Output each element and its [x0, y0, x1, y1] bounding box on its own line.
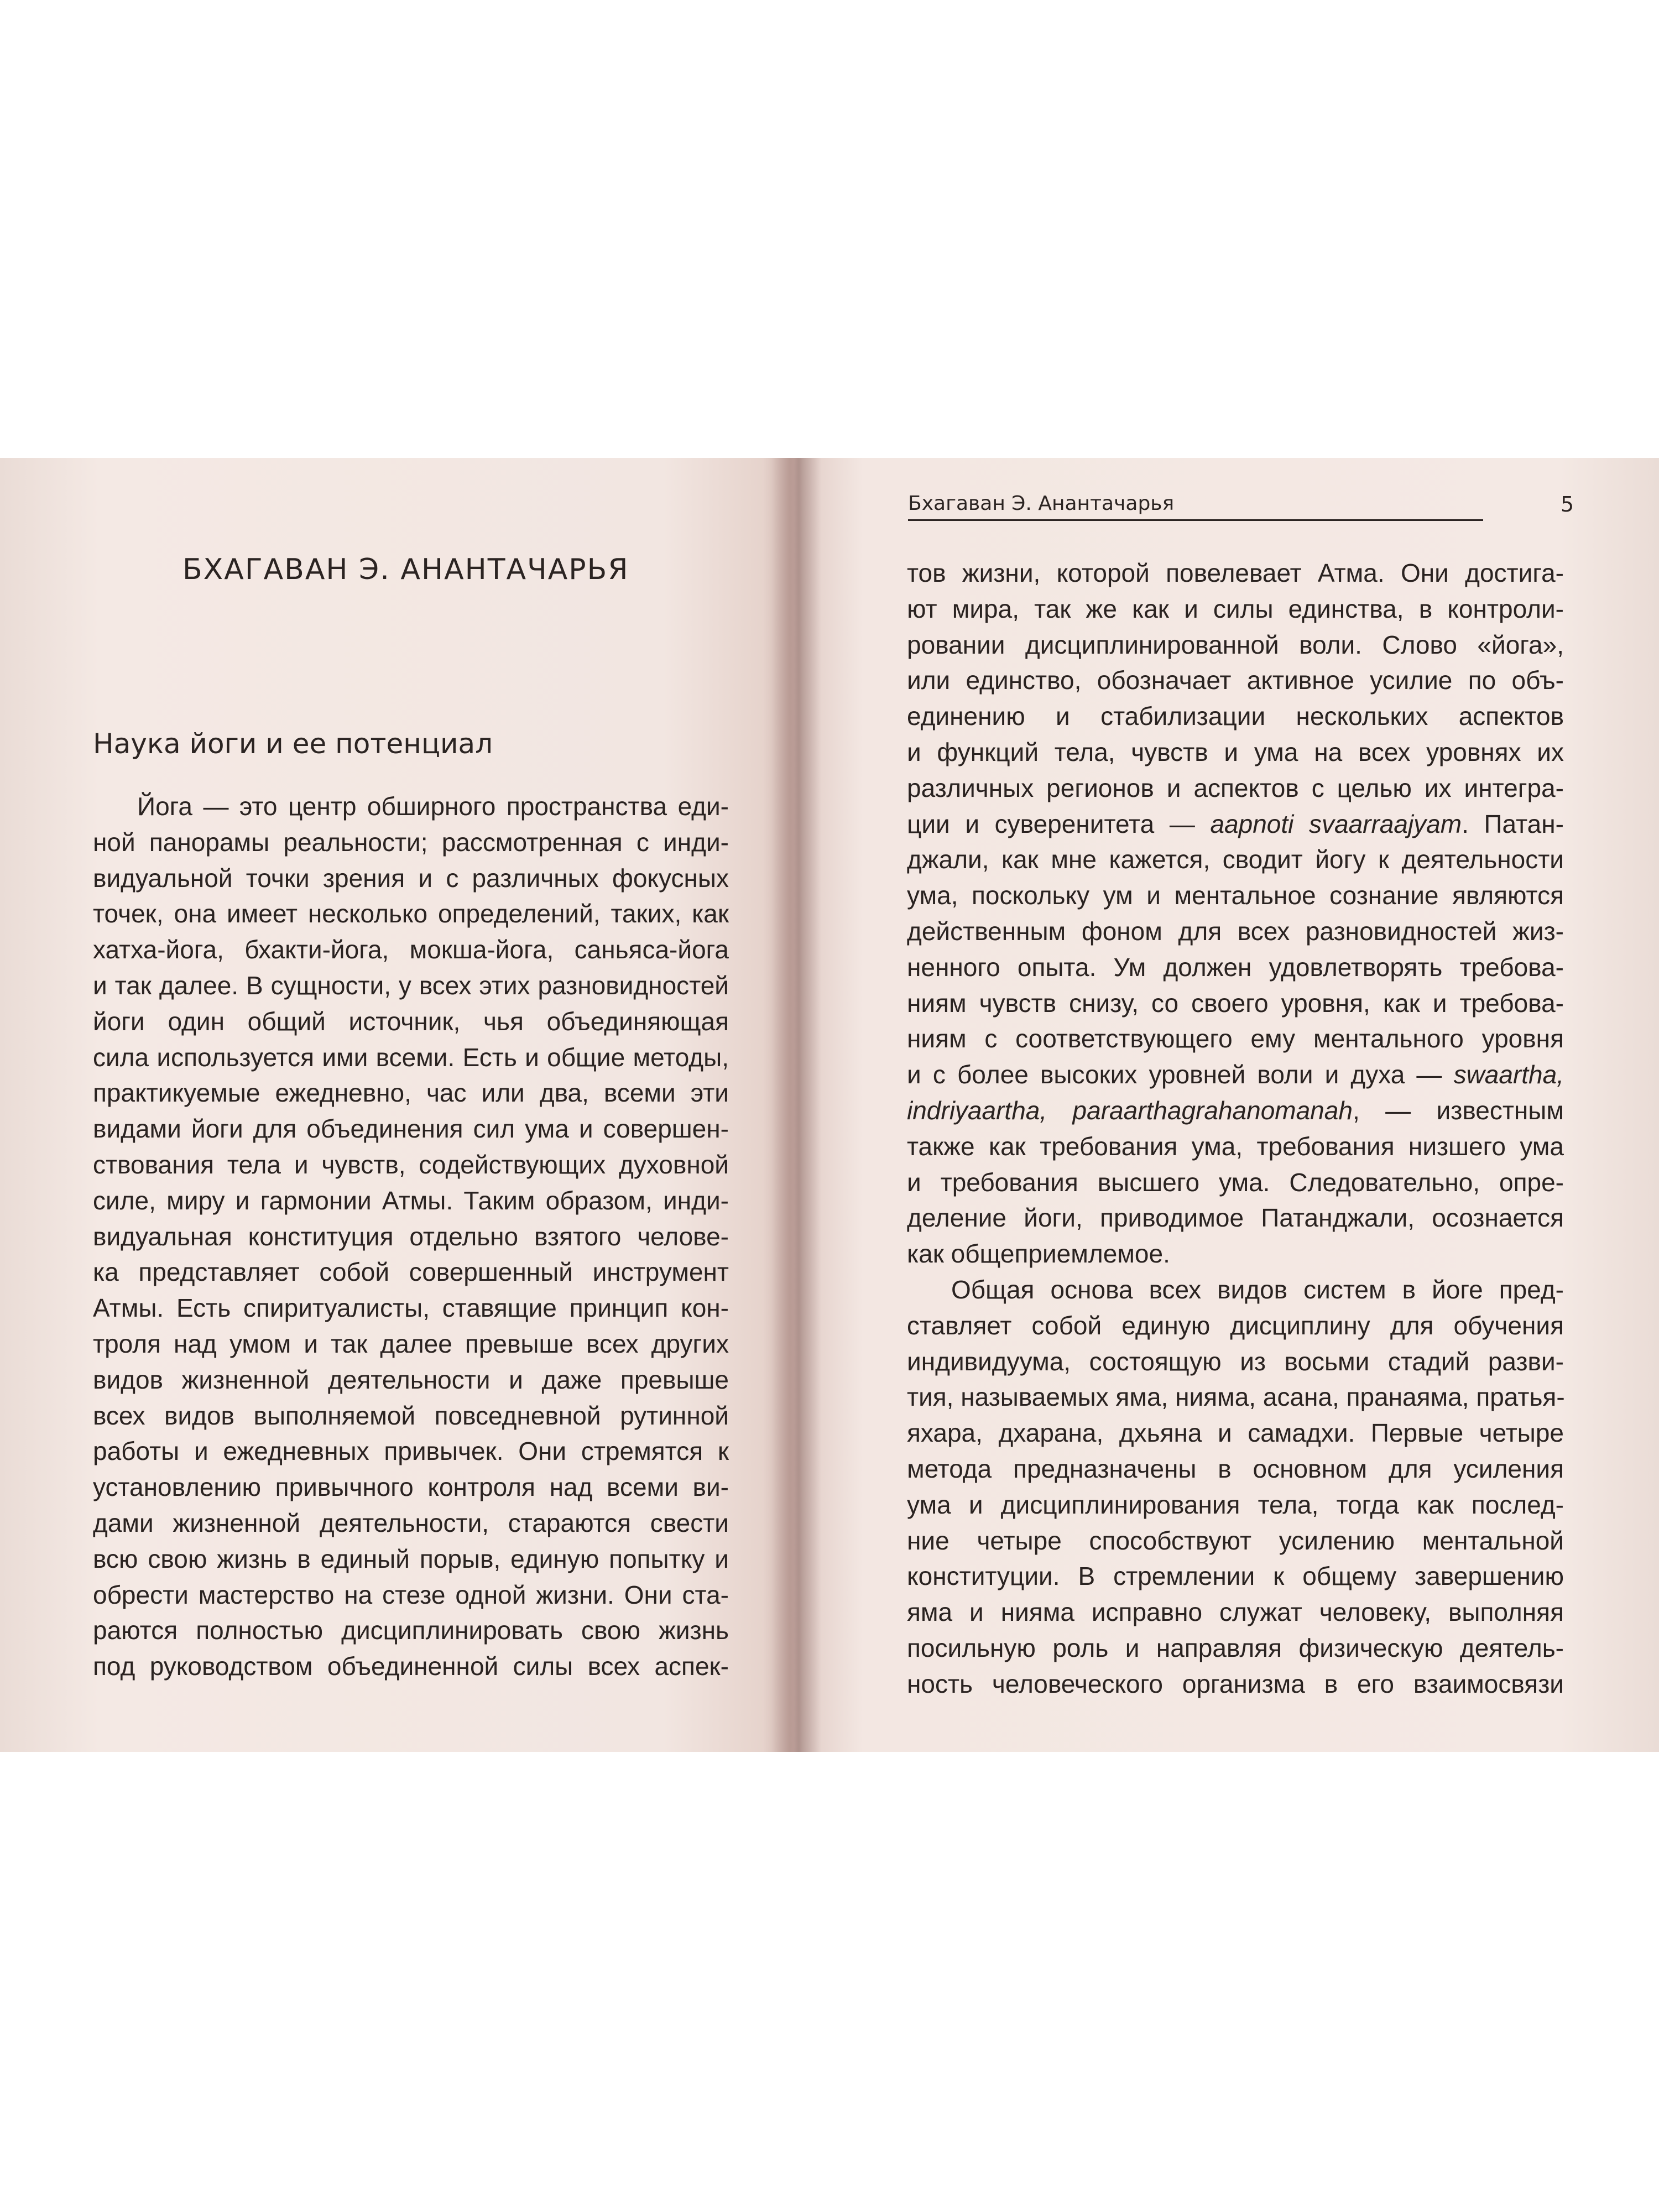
- sanskrit-term: indriyaartha, paraarthagrahanomanah: [907, 1095, 1353, 1125]
- text-line: троля над умом и так далее превыше всех других: [93, 1329, 729, 1358]
- text-line: ставляет собой единую дисциплину для обучения: [907, 1311, 1564, 1340]
- text-line: ние четыре способствуют усилению ментальной: [907, 1526, 1564, 1555]
- text-line: видуальной точки зрения и с различных фокусных: [93, 863, 729, 893]
- book-spread: [0, 458, 1659, 1752]
- page-number: 5: [1561, 492, 1574, 517]
- text-line: точек, она имеет несколько определений, таких, как: [93, 899, 729, 928]
- left-page: [0, 458, 796, 1752]
- text-line: ненного опыта. Ум должен удовлетворять требова-: [907, 952, 1564, 982]
- text-line: видов жизненной деятельности и даже превыше: [93, 1365, 729, 1394]
- right-page-body: [907, 555, 1564, 1702]
- text-line: как общеприемлемое.: [907, 1239, 1170, 1269]
- book-title: БХАГАВАН Э. АНАНТАЧАРЬЯ: [182, 553, 629, 586]
- text-line: посильную роль и направляя физическую деятель-: [907, 1633, 1564, 1662]
- text-line: различных регионов и аспектов с целью их интегра-: [907, 773, 1564, 802]
- text-line: яма и нияма исправно служат человеку, выполняя: [907, 1598, 1564, 1627]
- text-line: ниям чувств снизу, со своего уровня, как и требова-: [907, 988, 1564, 1018]
- text-line: [907, 806, 1564, 842]
- text-line: всю свою жизнь в единый порыв, единую попытку и: [93, 1544, 729, 1573]
- text-line: джали, как мне кажется, сводит йогу к деятельности: [907, 845, 1564, 874]
- text-line: ума, поскольку ум и ментальное сознание являются: [907, 881, 1564, 910]
- text-line: раются полностью дисциплинировать свою жизнь: [93, 1616, 729, 1645]
- chapter-heading: Наука йоги и ее потенциал: [93, 728, 493, 760]
- text-line: йоги один общий источник, чья объединяющая: [93, 1006, 729, 1036]
- running-head: Бхагаван Э. Анантачарья: [908, 492, 1483, 521]
- text-line: или единство, обозначает активное усилие по объ-: [907, 666, 1564, 695]
- text-line: ной панорамы реальности; рассмотренная с инди-: [93, 827, 729, 857]
- text-line: Йога — это центр обширного пространства еди-: [137, 792, 729, 821]
- text-fragment: и с более высоких уровней воли и духа —: [907, 1060, 1454, 1089]
- text-fragment: ции и суверенитета —: [907, 809, 1211, 838]
- text-line: единению и стабилизации нескольких аспектов: [907, 702, 1564, 731]
- text-line: Атмы. Есть спиритуалисты, ставящие принцип кон-: [93, 1293, 729, 1323]
- text-line: также как требования ума, требования низшего ума: [907, 1131, 1564, 1161]
- right-page: [818, 458, 1659, 1752]
- text-line: работы и ежедневных привычек. Они стремятся к: [93, 1437, 729, 1466]
- text-line: ствования тела и чувств, содействующих духовной: [93, 1150, 729, 1179]
- text-line: ровании дисциплинированной воли. Слово «йога»,: [907, 630, 1564, 659]
- text-fragment: , — известным: [1352, 1095, 1564, 1125]
- text-line: [907, 1057, 1564, 1093]
- text-line: деление йоги, приводимое Патанджали, осознается: [907, 1203, 1564, 1233]
- text-line: [907, 1093, 1564, 1129]
- text-line: тов жизни, которой повелевает Атма. Они достига-: [907, 559, 1564, 587]
- text-line: ют мира, так же как и силы единства, в контроли-: [907, 594, 1564, 623]
- text-line: силе, миру и гармонии Атмы. Таким образом, инди-: [93, 1186, 729, 1215]
- text-line: видуальная конституция отдельно взятого челове-: [93, 1222, 729, 1251]
- text-line: и так далее. В сущности, у всех этих разновидностей: [93, 971, 729, 1000]
- text-fragment: . Патан-: [1462, 809, 1564, 838]
- text-line: и требования высшего ума. Следовательно, опре-: [907, 1167, 1564, 1197]
- text-line: тия, называемых яма, нияма, асана, пранаяма, пратья-: [907, 1383, 1565, 1412]
- sanskrit-term: swaartha,: [1453, 1060, 1564, 1089]
- text-line: Общая основа всех видов систем в йоге пред-: [951, 1275, 1564, 1304]
- text-line: ность человеческого организма в его взаимосвязи: [907, 1669, 1564, 1698]
- text-line: индивидуума, состоящую из восьми стадий разви-: [907, 1347, 1564, 1376]
- text-line: хатха-йога, бхакти-йога, мокша-йога, саньяса-йога: [93, 935, 729, 964]
- text-line: и функций тела, чувств и ума на всех уровнях их: [907, 737, 1564, 766]
- text-line: всех видов выполняемой повседневной рутинной: [93, 1401, 729, 1430]
- text-line: ниям с соответствующего ему ментального уровня: [907, 1024, 1564, 1053]
- text-line: видами йоги для объединения сил ума и совершен-: [93, 1114, 729, 1144]
- sanskrit-term: aapnoti svaarraajyam: [1210, 809, 1462, 838]
- text-line: метода предназначены в основном для усиления: [907, 1454, 1564, 1483]
- text-line: ума и дисциплинирования тела, тогда как послед-: [907, 1490, 1564, 1519]
- left-page-body: [93, 789, 729, 1684]
- text-line: дами жизненной деятельности, стараются свести: [93, 1508, 729, 1537]
- text-line: под руководством объединенной силы всех аспек-: [93, 1652, 729, 1681]
- text-line: яхара, дхарана, дхьяна и самадхи. Первые четыре: [907, 1418, 1564, 1448]
- text-line: конституции. В стремлении к общему завершению: [907, 1562, 1564, 1591]
- text-line: установлению привычного контроля над всеми ви-: [93, 1473, 729, 1502]
- text-line: сила используется ими всеми. Есть и общие методы,: [93, 1042, 729, 1072]
- text-line: обрести мастерство на стезе одной жизни. Они ста-: [93, 1580, 729, 1609]
- text-line: действенным фоном для всех разновидностей жиз-: [907, 916, 1564, 946]
- text-line: практикуемые ежедневно, час или два, всеми эти: [93, 1078, 729, 1108]
- text-line: ка представляет собой совершенный инструмент: [93, 1258, 729, 1287]
